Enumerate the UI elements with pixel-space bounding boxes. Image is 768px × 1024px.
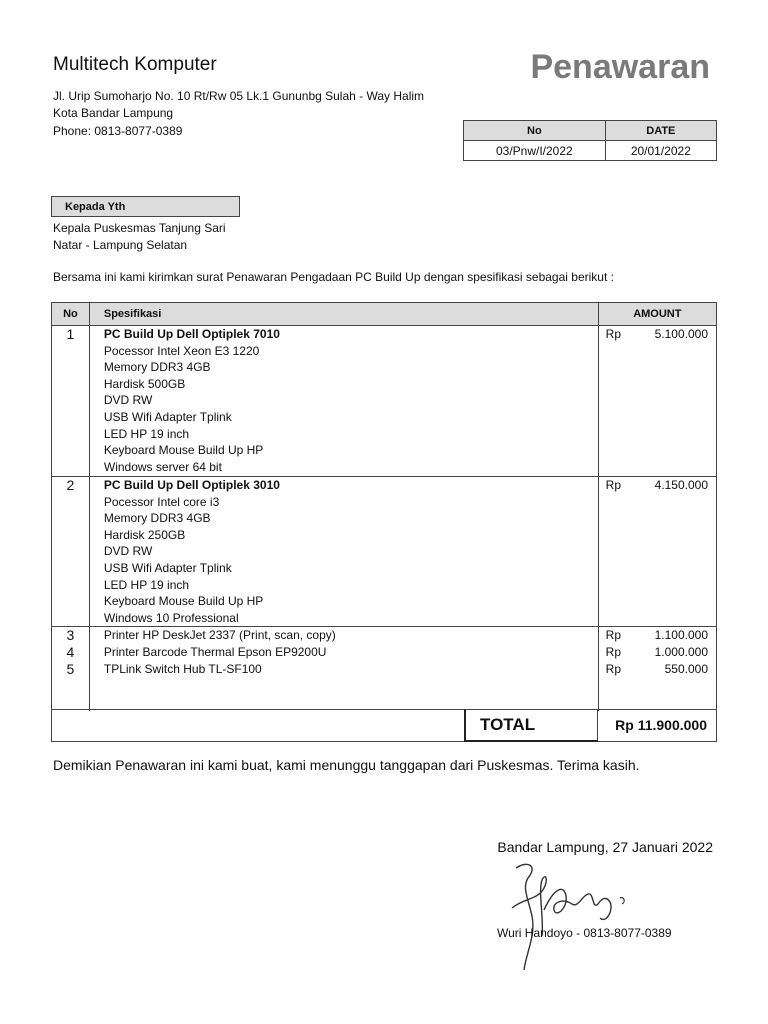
item-amount-value: 1.000.000 xyxy=(654,644,708,659)
item-spec-cell xyxy=(89,326,598,477)
item-currency: Rp xyxy=(605,661,622,676)
item-group xyxy=(52,627,717,711)
item-amount-value: 1.100.000 xyxy=(654,628,708,643)
item-number: 4 xyxy=(66,643,75,660)
item-spec-cell xyxy=(89,477,598,627)
item-spec-line: Memory DDR3 4GB xyxy=(103,511,211,526)
item-spec-line: USB Wifi Adapter Tplink xyxy=(103,409,232,424)
item-no-cell xyxy=(52,477,90,627)
item-amount-cell xyxy=(598,627,716,711)
item-group xyxy=(52,326,717,477)
item-group xyxy=(52,477,717,627)
item-no-cell xyxy=(52,627,90,711)
recipient-block xyxy=(53,220,226,254)
meta-no-label: No xyxy=(464,121,606,141)
recipient-line-1: Kepala Puskesmas Tanjung Sari xyxy=(53,221,226,235)
item-spec-line: LED HP 19 inch xyxy=(103,426,190,441)
meta-date-value: 20/01/2022 xyxy=(605,141,716,161)
item-currency: Rp xyxy=(605,478,622,492)
item-spec-line: Keyboard Mouse Build Up HP xyxy=(103,594,264,609)
item-spec-line: Hardisk 500GB xyxy=(103,376,186,391)
total-value: Rp 11.900.000 xyxy=(615,717,707,733)
items-table xyxy=(51,302,717,711)
meta-no-value: 03/Pnw/I/2022 xyxy=(464,141,606,161)
item-spec-line: DVD RW xyxy=(103,544,153,559)
item-spec-cell xyxy=(89,627,598,711)
col-no-header: No xyxy=(52,303,90,326)
company-phone: Phone: 0813-8077-0389 xyxy=(53,124,183,138)
intro-text: Bersama ini kami kirimkan surat Penawaran Pengadaan PC Build Up dengan spesifikasi sebagai berikut : xyxy=(53,270,614,284)
item-currency: Rp xyxy=(605,628,622,643)
item-spec-line: Windows 10 Professional xyxy=(103,610,239,625)
item-amount xyxy=(599,661,716,678)
item-spec-line: Hardisk 250GB xyxy=(103,527,186,542)
item-number: 3 xyxy=(66,627,75,644)
item-spec-line: Pocessor Intel Xeon E3 1220 xyxy=(103,343,260,358)
item-currency: Rp xyxy=(605,327,622,341)
item-spec-line: Memory DDR3 4GB xyxy=(103,360,211,375)
total-label: TOTAL xyxy=(480,715,536,734)
meta-date-label: DATE xyxy=(605,121,716,141)
item-spec-line: Keyboard Mouse Build Up HP xyxy=(103,443,264,458)
place-date: Bandar Lampung, 27 Januari 2022 xyxy=(497,839,713,855)
item-currency: Rp xyxy=(605,644,622,659)
item-title: PC Build Up Dell Optiplek 3010 xyxy=(103,478,280,492)
recipient-line-2: Natar - Lampung Selatan xyxy=(53,238,188,252)
item-spec-line: DVD RW xyxy=(103,393,153,408)
address-line-2: Kota Bandar Lampung xyxy=(53,106,174,120)
item-number: 2 xyxy=(66,477,75,493)
item-amount-cell xyxy=(598,477,716,627)
item-amount-value: 5.100.000 xyxy=(654,327,708,341)
item-amount-value: 4.150.000 xyxy=(654,478,708,492)
item-number: 1 xyxy=(66,326,75,342)
item-amount xyxy=(599,477,716,494)
total-row xyxy=(51,709,717,742)
recipient-label: Kepada Yth xyxy=(51,196,240,217)
item-title: Printer HP DeskJet 2337 (Print, scan, copy) xyxy=(103,628,336,643)
document-meta-table xyxy=(463,120,717,161)
col-amount-header: AMOUNT xyxy=(598,303,716,326)
item-amount-cell xyxy=(598,326,716,477)
item-amount xyxy=(599,326,716,343)
address-line-1: Jl. Urip Sumoharjo No. 10 Rt/Rw 05 Lk.1 Gununbg Sulah - Way Halim xyxy=(53,89,425,103)
item-spec-line: Windows server 64 bit xyxy=(103,459,222,474)
item-title: Printer Barcode Thermal Epson EP9200U xyxy=(103,644,327,659)
item-amount xyxy=(599,644,716,661)
item-amount-value: 550.000 xyxy=(664,661,708,676)
item-spec-line: USB Wifi Adapter Tplink xyxy=(103,560,232,575)
closing-text: Demikian Penawaran ini kami buat, kami menunggu tanggapan dari Puskesmas. Terima kasih. xyxy=(53,757,640,773)
item-number: 5 xyxy=(66,660,75,677)
item-spec-line: LED HP 19 inch xyxy=(103,577,190,592)
company-name: Multitech Komputer xyxy=(53,54,217,75)
handwritten-signature xyxy=(498,858,638,973)
col-spec-header: Spesifikasi xyxy=(89,303,598,326)
item-no-cell xyxy=(52,326,90,477)
document-title: Penawaran xyxy=(530,48,710,86)
item-amount xyxy=(599,627,716,644)
item-spec-line: Pocessor Intel core i3 xyxy=(103,494,220,509)
item-title: PC Build Up Dell Optiplek 7010 xyxy=(103,327,280,341)
item-title: TPLink Switch Hub TL-SF100 xyxy=(103,661,262,676)
signer-name: Wuri Handoyo - 0813-8077-0389 xyxy=(497,926,672,940)
